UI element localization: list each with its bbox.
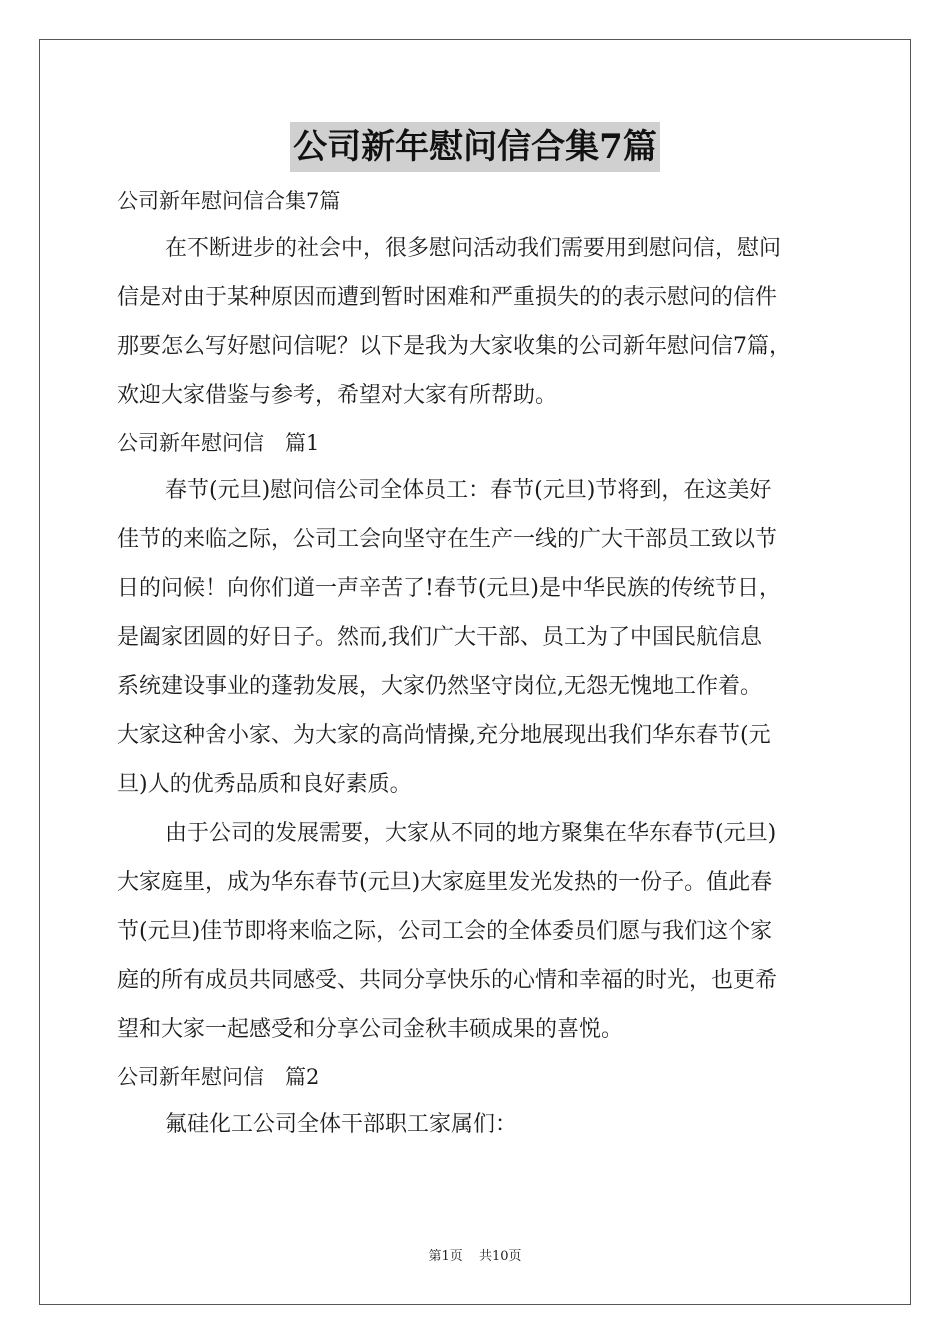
document-title: 公司新年慰问信合集7篇 (290, 122, 660, 172)
section1-paragraph-1 (117, 466, 835, 809)
section2-paragraph-1 (117, 1100, 835, 1149)
paragraph-line: 望和大家一起感受和分享公司金秋丰硕成果的喜悦。 (117, 1017, 624, 1042)
paragraph-line: 大家庭里，成为华东春节(元旦)大家庭里发光发热的一份子。值此春 (117, 870, 773, 895)
paragraph-line: 旦)人的优秀品质和良好素质。 (117, 772, 412, 797)
page-number-total: 共10页 (478, 1249, 522, 1264)
document-subtitle: 公司新年慰问信合集7篇 (117, 189, 341, 213)
paragraph-line: 欢迎大家借鉴与参考，希望对大家有所帮助。 (117, 383, 558, 408)
title-container (0, 122, 950, 172)
paragraph-line: 氟硅化工公司全体干部职工家属们： (165, 1112, 518, 1137)
paragraph-line: 在不断进步的社会中，很多慰问活动我们需要用到慰问信，慰问 (165, 236, 782, 261)
paragraph-line: 庭的所有成员共同感受、共同分享快乐的心情和幸福的时光，也更希 (117, 968, 778, 993)
page-number-current: 第1页 (428, 1249, 463, 1264)
paragraph-line: 佳节的来临之际，公司工会向坚守在生产一线的广大干部员工致以节 (117, 527, 778, 552)
section-heading-1: 公司新年慰问信 篇1 (117, 431, 320, 455)
paragraph-line: 春节(元旦)慰问信公司全体员工：春节(元旦)节将到，在这美好 (165, 478, 772, 503)
paragraph-line: 日的问候！向你们道一声辛苦了!春节(元旦)是中华民族的传统节日， (117, 576, 782, 601)
paragraph-line: 节(元旦)佳节即将来临之际，公司工会的全体委员们愿与我们这个家 (117, 919, 773, 944)
page-footer (0, 1245, 950, 1264)
paragraph-line: 由于公司的发展需要，大家从不同的地方聚集在华东春节(元旦) (165, 821, 777, 846)
section-heading-2: 公司新年慰问信 篇2 (117, 1065, 320, 1089)
paragraph-line: 系统建设事业的蓬勃发展，大家仍然坚守岗位,无怨无愧地工作着。 (117, 674, 762, 699)
paragraph-line: 大家这种舍小家、为大家的高尚情操,充分地展现出我们华东春节(元 (117, 723, 771, 748)
paragraph-line: 信是对由于某种原因而遭到暂时困难和严重损失的的表示慰问的信件 (117, 285, 778, 310)
section1-paragraph-2 (117, 809, 835, 1054)
intro-paragraph (117, 224, 835, 420)
paragraph-line: 是阖家团圆的好日子。然而,我们广大干部、员工为了中国民航信息 (117, 625, 762, 650)
document-body (117, 178, 835, 1149)
paragraph-line: 那要怎么写好慰问信呢？以下是我为大家收集的公司新年慰问信7篇， (117, 334, 791, 359)
